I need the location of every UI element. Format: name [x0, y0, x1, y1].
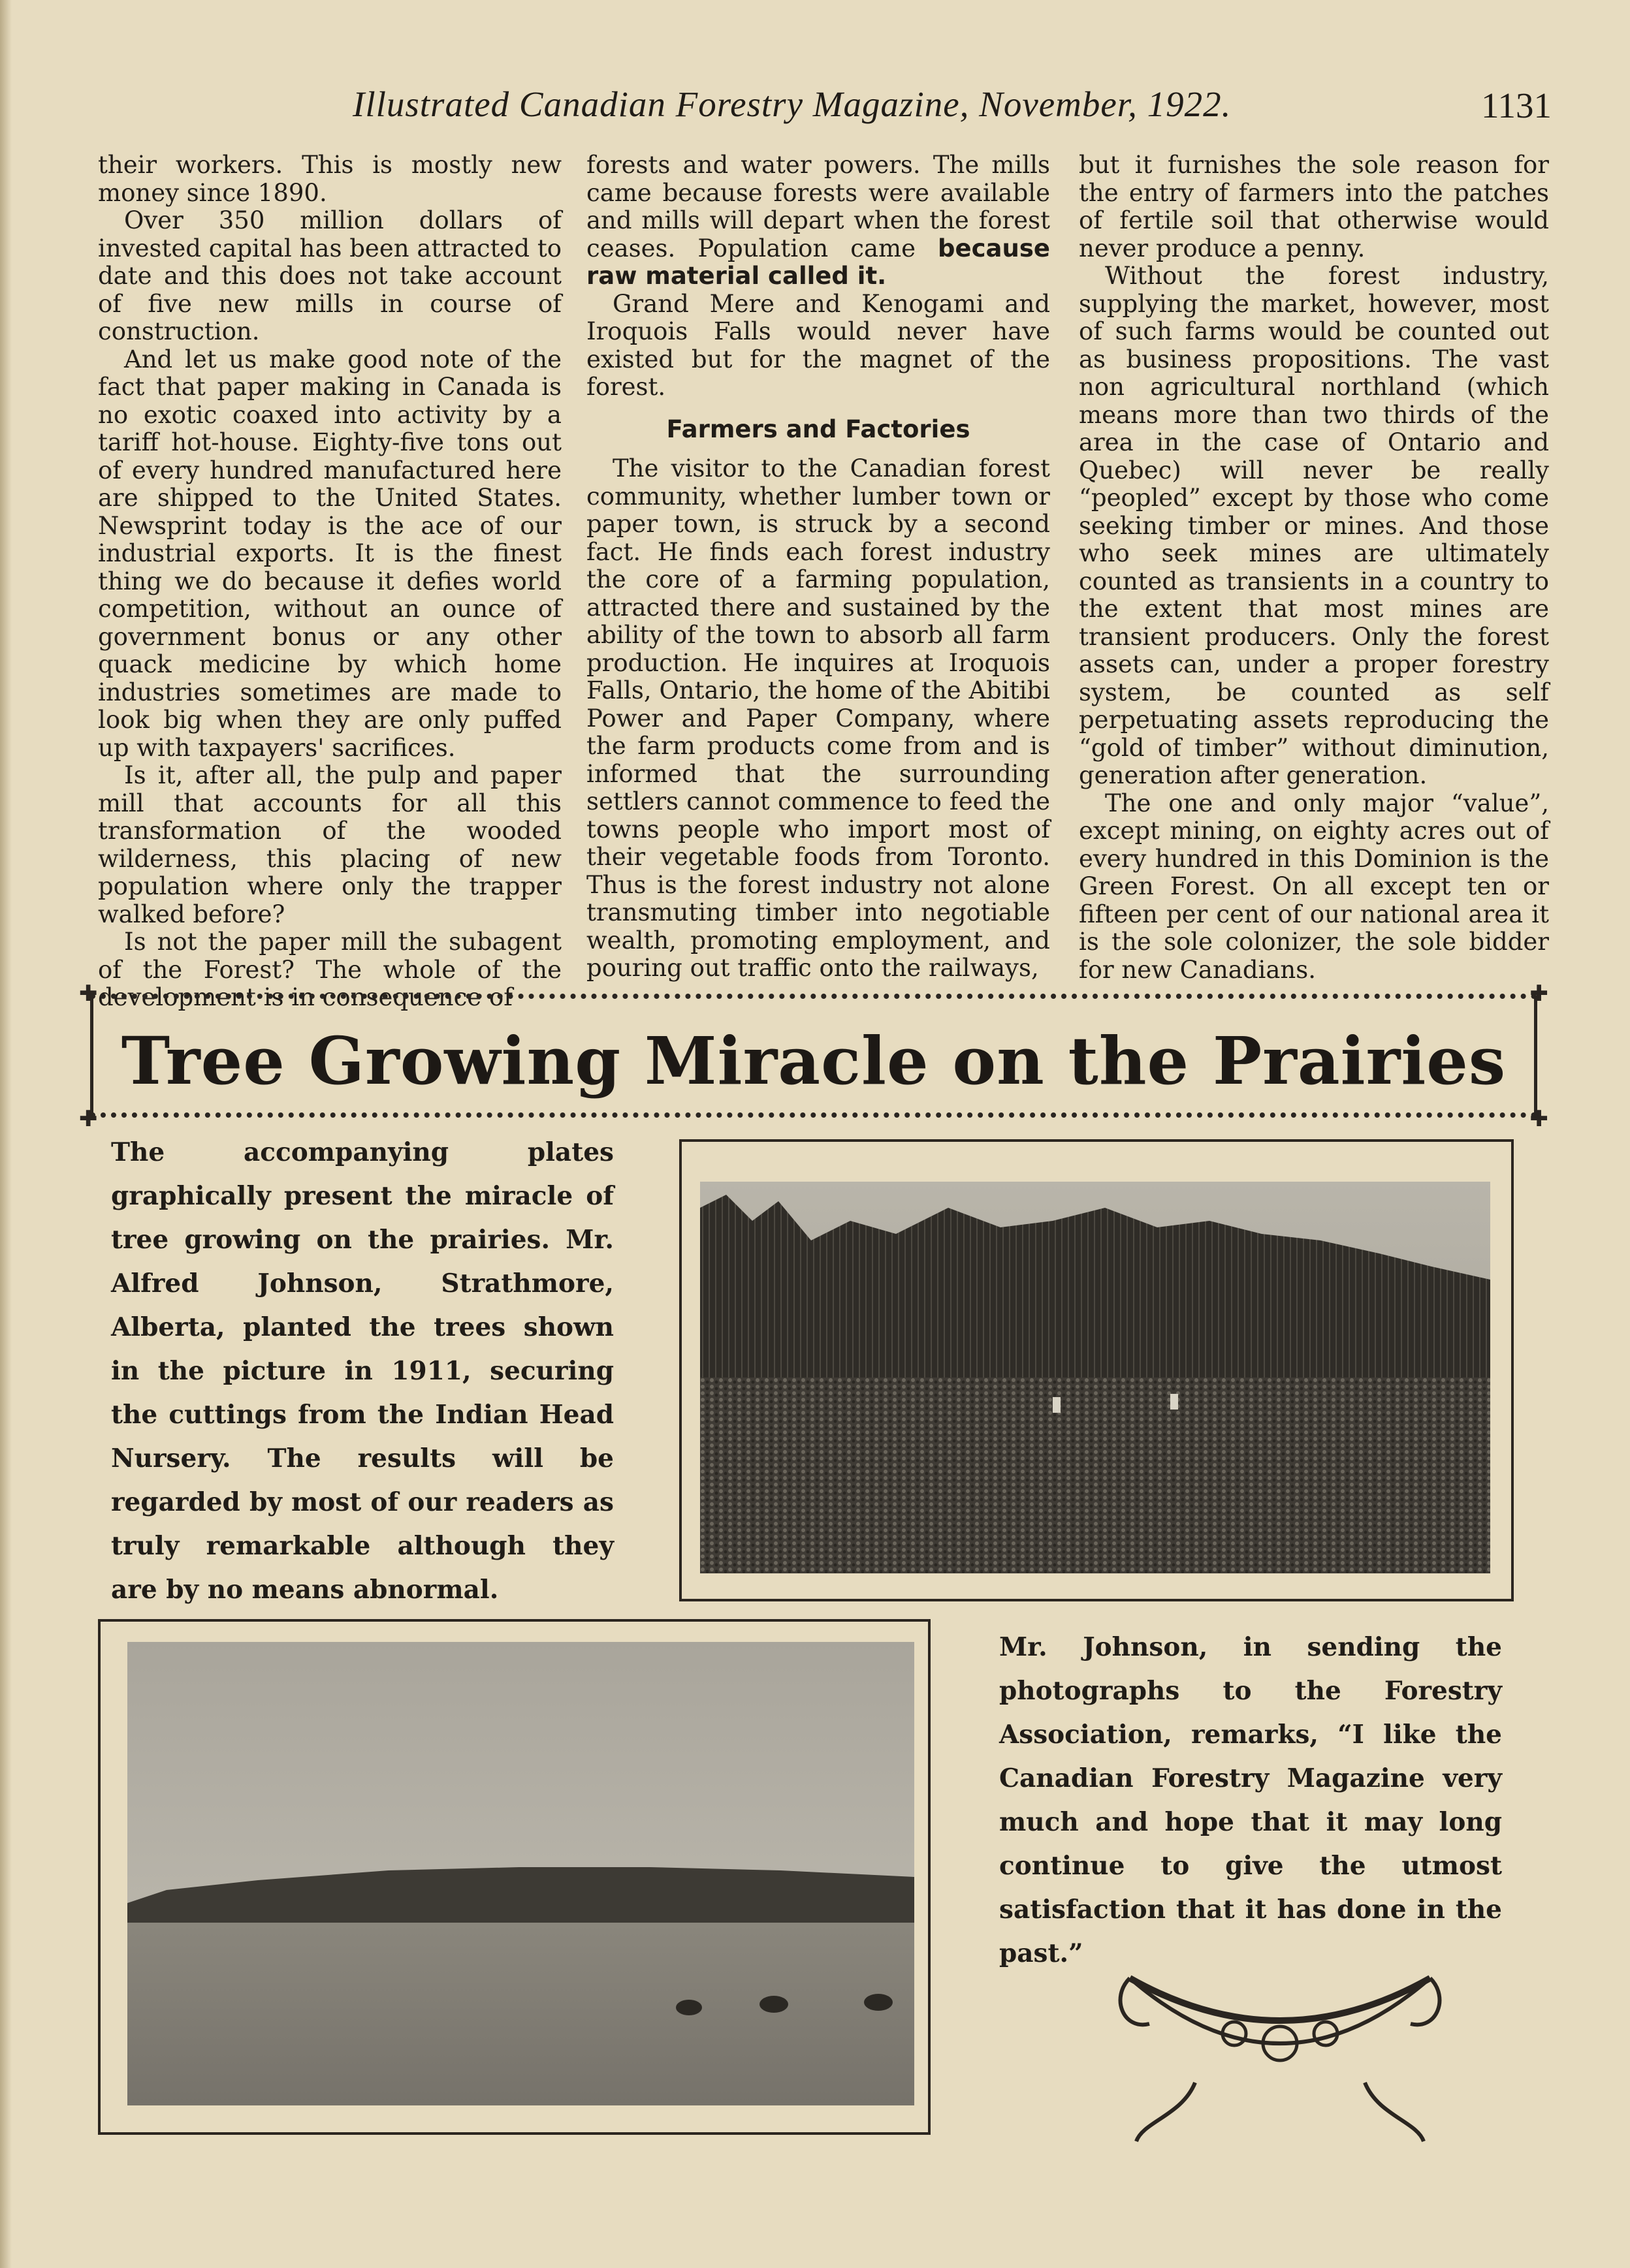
column-2 — [586, 151, 1050, 983]
col1-paragraph: Over 350 million dollars of invested capital has been attracted to date and this does not take account of five new mills in course of construction. — [98, 206, 562, 345]
intro-caption: The accompanying plates graphically present the miracle of tree growing on the prairies. Mr. Alfred Johnson, Strathmore, Alberta, planted the trees shown in the picture in 1911, securing the cuttings from the Indian Head Nursery. The results will be regarded by most of our readers as truly remarkable although they are by no means abnormal. — [111, 1137, 614, 1605]
column-3 — [1079, 151, 1549, 984]
col2-bold-text: because raw material called it. — [586, 234, 1050, 290]
corner-ornament-icon: ✚ — [79, 1106, 98, 1132]
photo-prairie-field — [127, 1642, 914, 2105]
photo-tree-plantation — [700, 1182, 1490, 1573]
corner-ornament-icon: ✚ — [79, 981, 98, 1007]
floral-garland-icon — [1104, 1952, 1456, 2148]
section-subheading: Farmers and Factories — [666, 415, 970, 443]
corner-ornament-icon: ✚ — [1529, 981, 1548, 1007]
page-number: 1131 — [1481, 86, 1552, 125]
column-1 — [98, 151, 562, 1012]
col2-text: forests and water powers. The mills came because forests were available and mills will depart when the forest ceases. Population came — [586, 151, 1050, 262]
col1-paragraph: Is it, after all, the pulp and paper mill that accounts for all this transformation of the wooded wilderness, this placing of new population where only the trapper walked before? — [98, 761, 562, 928]
col1-paragraph: Is not the paper mill the subagent of the Forest? The whole of the development is in consequence of — [98, 928, 562, 1011]
johnson-quote-caption: Mr. Johnson, in sending the photographs to the Forestry Association, remarks, “I like the Canadian Forestry Magazine very much and hope that it may long continue to give the utmost satisfaction that it has done in the past.” — [999, 1632, 1502, 1968]
col2-paragraph — [586, 151, 1050, 291]
corner-ornament-icon: ✚ — [1529, 1106, 1548, 1132]
col3-paragraph: Without the forest industry, supplying the market, however, most of such farms would be counted out as business propositions. The vast non agricultural northland (which means more than two thirds of the area in the case of Ontario and Quebec) will never be really “peopled” except by those who come seeking timber or mines. And those who seek mines are ultimately counted as transients in a country to the extent that most mines are transient producers. Only the forest assets can, under a proper forestry system, be counted as self perpetuating assets reproducing the “gold of timber” without diminution, generation after generation. — [1079, 262, 1549, 789]
page-edge — [0, 0, 12, 2268]
col1-paragraph: And let us make good note of the fact that paper making in Canada is no exotic coaxed into activity by a tariff hot-house. Eighty-five tons out of every hundred manufactured here are shipped to the United States. Newsprint today is the ace of our industrial exports. It is the finest thing we do because it defies world competition, without an ounce of government bonus or any other quack medicine by which home industries sometimes are made to look big when they are only puffed up with taxpayers' sacrifices. — [98, 345, 562, 762]
col2-paragraph: The visitor to the Canadian forest community, whether lumber town or paper town, is struck by a second fact. He finds each forest industry the core of a farming population, attracted there and sustained by the ability of the town to absorb all farm production. He inquires at Iroquois Falls, Ontario, the home of the Abitibi Power and Paper Company, where the farm products come from and is informed that the surrounding settlers cannot commence to feed the towns people who import most of their vegetable foods from Toronto. Thus is the forest industry not alone transmuting timber into negotiable wealth, promoting employment, and pouring out traffic onto the railways, — [586, 454, 1050, 982]
col1-paragraph: their workers. This is mostly new money since 1890. — [98, 151, 562, 207]
page-header: Illustrated Canadian Forestry Magazine, November, 1922. — [353, 84, 1232, 124]
col3-paragraph: but it furnishes the sole reason for the entry of farmers into the patches of fertile soil that otherwise would never produce a penny. — [1079, 151, 1549, 262]
article-title-banner — [79, 981, 1548, 1132]
article-title: Tree Growing Miracle on the Prairies — [121, 1022, 1507, 1099]
col2-paragraph: Grand Mere and Kenogami and Iroquois Falls would never have existed but for the magnet of the forest. — [586, 289, 1050, 401]
col3-paragraph: The one and only major “value”, except mining, on eighty acres out of every hundred in this Dominion is the Green Forest. On all except ten or fifteen per cent of our national area it is the sole colonizer, the sole bidder for new Canadians. — [1079, 789, 1549, 984]
